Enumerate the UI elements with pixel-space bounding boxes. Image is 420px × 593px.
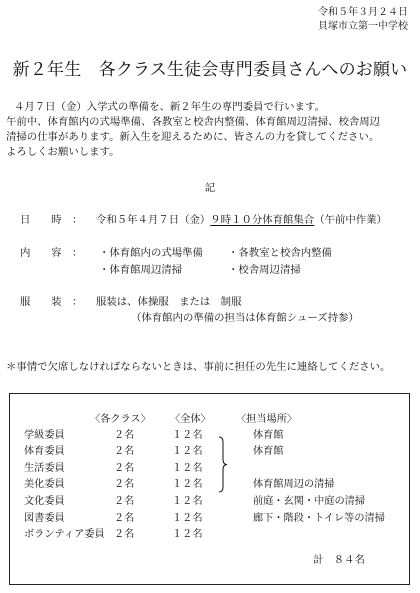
header-place: 〈担当場所〉 [236,414,298,425]
total-count: １２名 [172,479,203,490]
total-count: １２名 [172,463,203,474]
committee-name: 生活委員 [24,463,65,474]
intro-line-4: よろしくお願いします。 [6,146,120,158]
committee-name: ボランティア委員 [24,529,105,540]
content-item-2: ・各教室と校舎内整備 [228,247,332,259]
content-item-1: ・体育館内の式場準備 [99,247,203,259]
table-header-row [0,412,420,428]
assigned-place: 体育館 [253,430,284,441]
clothing-main: 服装は、体操服 または 制服 [96,296,242,308]
table-row [0,494,420,510]
absence-note: ＊事情で欠席しなければならないときは、事前に担任の先生に連絡してください。 [6,361,391,373]
assigned-place: 体育館 [253,446,284,457]
document-date: 令和５年３月２４日 [318,7,408,18]
intro-line-3: 清掃の仕事があります。新入生を迎えるために、皆さんの力を貸してください。 [6,131,380,143]
committee-name: 体育委員 [24,446,65,457]
per-class-count: ２名 [114,463,135,474]
total-count: １２名 [172,496,203,507]
per-class-count: ２名 [114,446,135,457]
committee-name: 図書委員 [24,513,65,524]
content-item-4: ・校舎周辺清掃 [228,264,301,276]
datetime-prefix: 令和５年４月７日（金） [96,214,211,226]
per-class-count: ２名 [114,529,135,540]
committee-name: 文化委員 [24,496,65,507]
per-class-count: ２名 [114,430,135,441]
table-row [0,477,420,493]
intro-line-2: 午前中、体育館内の式場準備、各教室と校舎内整備、体育館周辺清掃、校舎周辺 [6,116,381,128]
committee-name: 学級委員 [24,430,65,441]
datetime-underlined: ９時１０分体育館集合 [210,214,315,226]
committee-name: 美化委員 [24,479,65,490]
table-row [0,511,420,527]
table-row [0,428,420,444]
assigned-place: 廊下・階段・トイレ等の清掃 [253,513,385,524]
grand-total: 計 ８４名 [313,554,365,566]
ki-heading: 記 [204,182,216,194]
total-count: １２名 [172,513,203,524]
header-total: 〈全体〉 [170,414,211,425]
assigned-place: 体育館周辺の清掃 [253,479,335,490]
content-label: 内 容 ： [20,247,83,259]
clothing-label: 服 装 ： [20,296,83,308]
table-row [0,461,420,477]
per-class-count: ２名 [114,513,135,524]
content-item-3: ・体育館周辺清掃 [99,264,183,276]
intro-line-1: ４月７日（金）入学式の準備を、新２年生の専門委員で行います。 [14,101,325,113]
per-class-count: ２名 [114,496,135,507]
per-class-count: ２名 [114,479,135,490]
total-count: １２名 [172,446,203,457]
grouping-brace-icon [218,436,228,493]
header-per-class: 〈各クラス〉 [90,414,151,425]
table-row [0,444,420,460]
total-count: １２名 [172,430,203,441]
clothing-note: （体育館内の準備の担当は体育館シューズ持参） [131,312,359,324]
page-title: 新２年生 各クラス生徒会専門委員さんへのお願い [12,60,408,80]
assigned-place: 前庭・玄関・中庭の清掃 [253,496,366,507]
datetime-suffix: （午前中作業） [314,214,387,226]
school-name: 貝塚市立第一中学校 [318,21,408,32]
table-row [0,527,420,543]
datetime-value [96,213,387,228]
total-count: １２名 [172,529,203,540]
datetime-label: 日 時 ： [20,214,83,226]
